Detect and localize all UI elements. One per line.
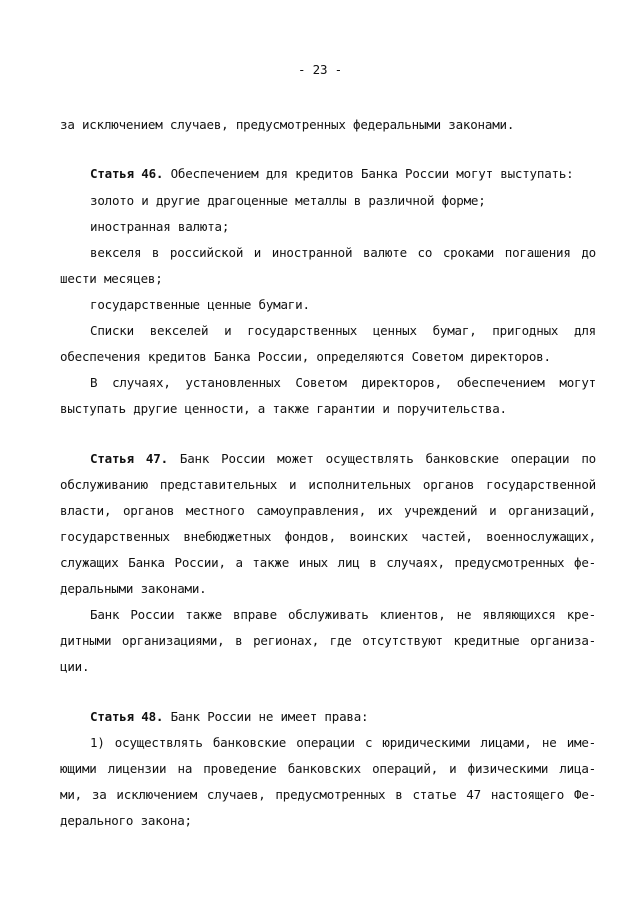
text-line: дерального закона; <box>60 813 192 828</box>
text-line: золото и другие драгоценные металлы в различной форме; <box>90 193 486 208</box>
text-line: за исключением случаев, предусмотренных федеральными законами. <box>60 117 515 132</box>
text-line: Банк России может осуществлять банковские операции по <box>179 451 596 466</box>
text-line: Обеспечением для кредитов Банка России могут выступать: <box>170 166 574 181</box>
text-line: ми, за исключением случаев, предусмотренных в статье 47 настоящего Фе- <box>60 787 596 802</box>
text-line: Банк России также вправе обслуживать клиентов, не являющихся кре- <box>90 607 596 622</box>
page-number: - 23 - <box>298 62 342 77</box>
text-line: 1) осуществлять банковские операции с юридическими лицами, не име- <box>90 735 596 750</box>
text-line: власти, органов местного самоуправления, их учреждений и организаций, <box>60 503 596 518</box>
text-line: векселя в российской и иностранной валюте со сроками погашения до <box>90 245 596 260</box>
article-46-first-line <box>90 166 596 182</box>
text-line: В случаях, установленных Советом директоров, обеспечением могут <box>90 375 596 390</box>
text-line: государственных внебюджетных фондов, воинских частей, военнослужащих, <box>60 529 596 544</box>
article-47-heading: Статья 47. <box>90 451 168 466</box>
article-48-heading: Статья 48. <box>90 709 164 724</box>
text-line: обслуживанию представительных и исполнительных органов государственной <box>60 477 596 492</box>
text-line: Списки векселей и государственных ценных бумаг, пригодных для <box>90 323 596 338</box>
text-line: шести месяцев; <box>60 271 163 286</box>
text-line: иностранная валюта; <box>90 219 230 234</box>
text-line: выступать другие ценности, а также гарантии и поручительства. <box>60 401 507 416</box>
text-line: Банк России не имеет права: <box>170 709 369 724</box>
article-48-first-line <box>90 709 596 725</box>
text-line: дитными организациями, в регионах, где отсутствуют кредитные организа- <box>60 633 596 648</box>
text-line: ющими лицензии на проведение банковских операций, и физическими лица- <box>60 761 596 776</box>
text-line: обеспечения кредитов Банка России, определяются Советом директоров. <box>60 349 551 364</box>
text-line: ции. <box>60 659 90 674</box>
text-line: государственные ценные бумаги. <box>90 297 310 312</box>
article-46-heading: Статья 46. <box>90 166 164 181</box>
text-line: служащих Банка России, а также иных лиц в случаях, предусмотренных фе- <box>60 555 596 570</box>
text-line: деральными законами. <box>60 581 207 596</box>
article-47-first-line <box>90 451 596 467</box>
